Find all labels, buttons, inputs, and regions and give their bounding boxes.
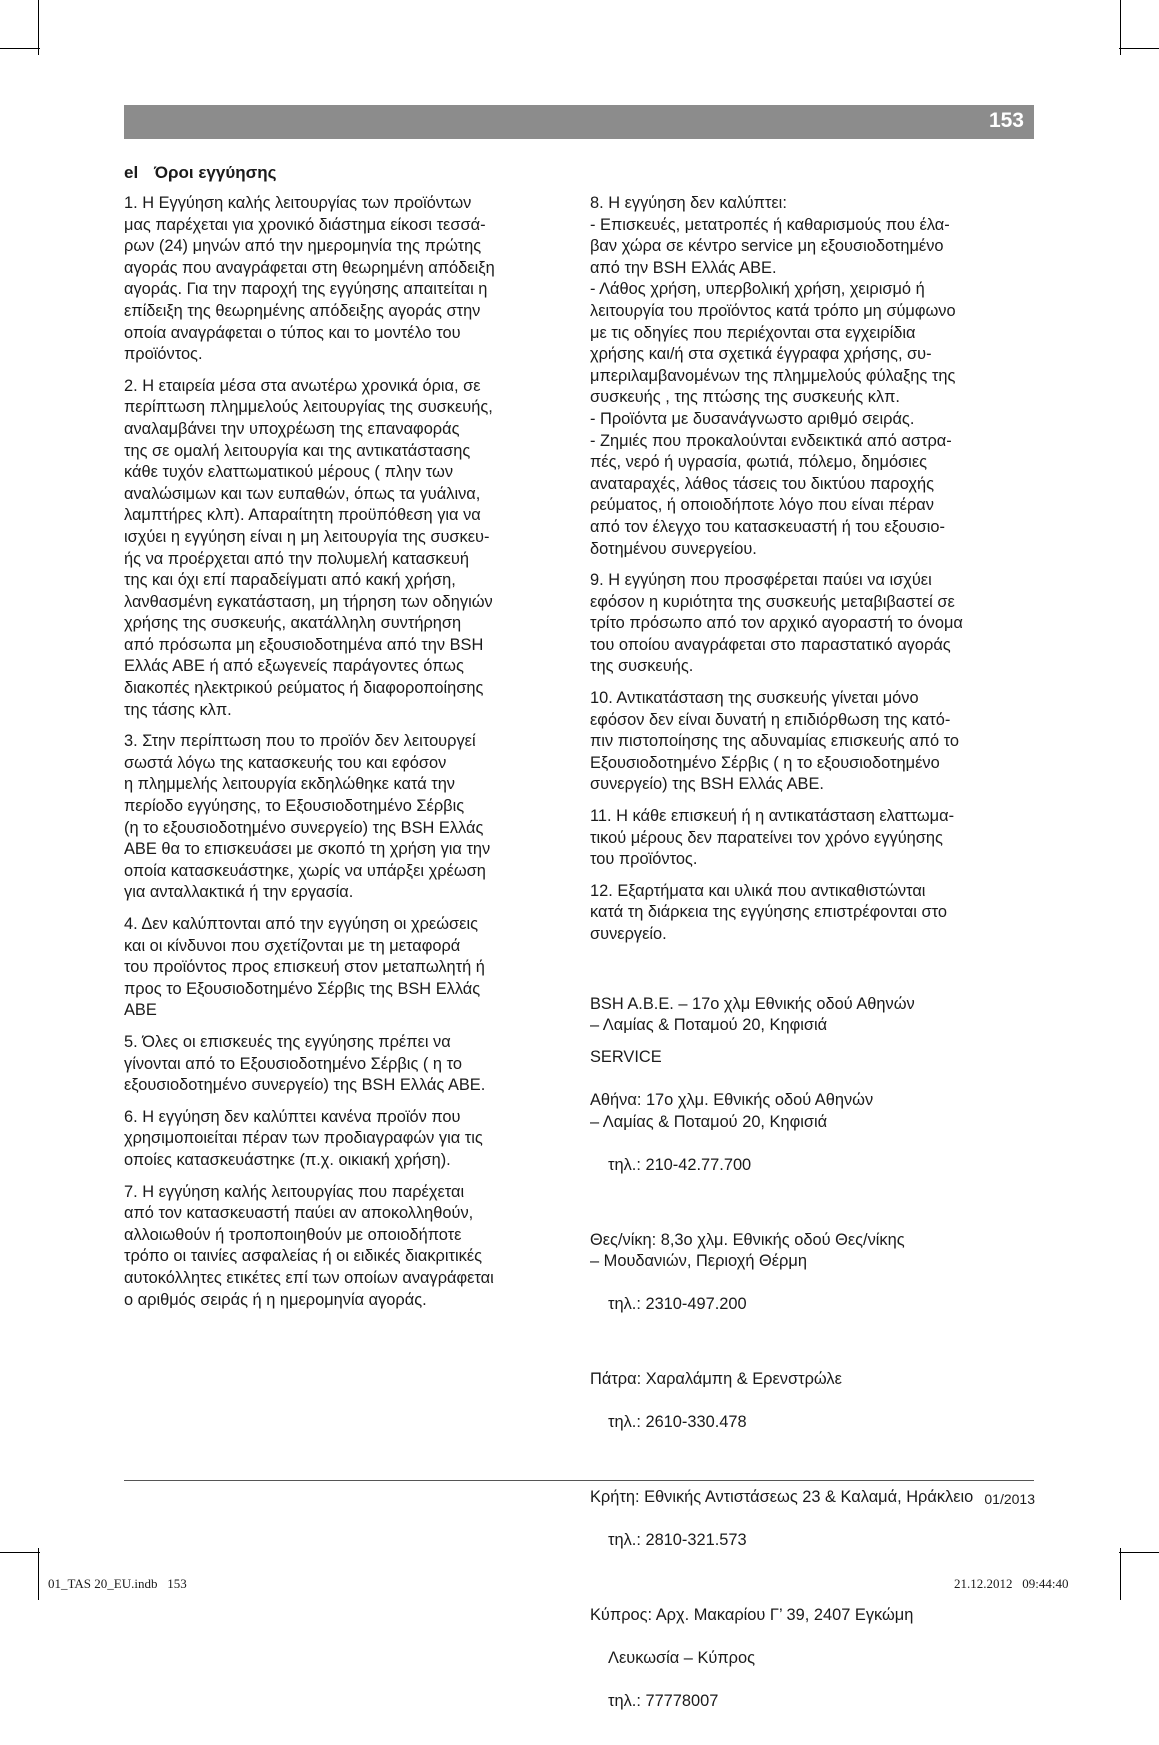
crete-address: Κρήτη: Εθνικής Αντιστάσεως 23 & Καλαμά, Ηράκλειο: [590, 1488, 974, 1507]
warranty-clause-5: 5. Όλες οι επισκευές της εγγύησης πρέπει να γίνονται από το Εξουσιοδοτημένο Σέρβις ( η το εξουσιοδοτημένο συνεργείο) της BSH Ελλάς ΑΒΕ.: [124, 1032, 486, 1095]
crop-mark: [1120, 0, 1121, 55]
warranty-clause-6: 6. Η εγγύηση δεν καλύπτει κανένα προϊόν που χρησιμοποιείται πέραν των προδιαγραφών για τις οποίες κατασκευάστηκε (π.χ. οικιακή χρήση).: [124, 1107, 483, 1169]
section-heading: [124, 163, 276, 183]
service-cyprus: [590, 1583, 1040, 1734]
thessaloniki-phone: τηλ.: 2310-497.200: [608, 1295, 747, 1314]
print-slug-timestamp: 21.12.2012 09:44:40: [954, 1576, 1069, 1591]
right-column: [590, 193, 1040, 1745]
crop-mark: [0, 1552, 40, 1553]
warranty-clause-3: 3. Στην περίπτωση που το προϊόν δεν λειτουργεί σωστά λόγω της κατασκευής του και εφόσον η πλημμελής λειτουργία εκδηλώθηκε κατά την περίοδο εγγύησης, το Εξουσιοδοτημένο Σέρβις (η το εξουσιοδοτημένο συνεργείο) της BSH Ελλάς ΑΒΕ θα το επισκευάσει με σκοπό τη χρήση για την οποία κατασκευάστηκε, χωρίς να υπάρξει χρέωση για ανταλλακτικά ή την εργασία.: [124, 732, 491, 902]
crop-mark: [38, 1548, 39, 1600]
warranty-clause-10: 10. Αντικατάσταση της συσκευής γίνεται μόνο εφόσον δεν είναι δυνατή η επιδιόρθωση της κατό- πιν πιστοποίησης της αδυναμίας επισκευής από το Εξουσιοδοτημένο Σέρβις ( η το εξουσιοδοτημένο συνεργείο) της BSH Ελλάς ΑΒΕ.: [590, 689, 960, 794]
language-code: el: [124, 163, 139, 182]
crop-mark: [38, 0, 39, 55]
service-crete: [590, 1465, 1040, 1573]
service-label: SERVICE: [590, 1047, 662, 1066]
company-address: BSH A.B.E. – 17ο χλμ Εθνικής οδού Αθηνών – Λαμίας & Ποταμού 20, Κηφισιά: [590, 994, 915, 1035]
service-athens: [590, 1068, 1040, 1198]
warranty-clause-8: 8. Η εγγύηση δεν καλύπτει: - Επισκευές, μετατροπές ή καθαρισμούς που έλα- βαν χώρα σε κέντρο service μη εξουσιοδοτημένο από την BSH Ελλάς ΑΒΕ. - Λάθος χρήση, υπερβολική χρήση, χειρισμό ή λειτουργία του προϊόντος κατά τρόπο μη σύμφωνο με τις οδηγίες που περιέχονται στα εγχειρίδια χρήσης και/ή στα σχετικά έγγραφα χρήσης, συ- μπεριλαμβανομένων της πλημμελούς φύλαξης της συσκευής , της πτώσης της συσκευής κλπ. - Προϊόντα με δυσανάγνωστο αριθμό σειράς. - Ζημιές που προκαλούνται ενδεικτικά από αστρα- πές, νερό ή υγρασία, φωτιά, πόλεμο, δημόσιες αναταραχές, λάθος τάσεις του δικτύου παροχής ρεύματος, ή οποιοδήποτε λόγο που είναι πέραν από τον έλεγχο του κατασκευαστή ή του εξουσιο- δοτημένου συνεργείου.: [590, 194, 956, 558]
warranty-clause-2: 2. Η εταιρεία μέσα στα ανωτέρω χρονικά όρια, σε περίπτωση πλημμελούς λειτουργίας της συσκευής, αναλαμβάνει την υποχρέωση της επαναφοράς της σε ομαλή λειτουργία και της αντικατάστασης κάθε τυχόν ελαττωματικού μέρους ( πλην των αναλώσιμων και των ευπαθών, όπως τα γυάλινα, λαμπτήρες κλπ). Απαραίτητη προϋπόθεση για να ισχύει η εγγύηση είναι η μη λειτουργία της συσκευ- ής να προέρχεται από την πολυμελή κατασκευή της και όχι επί παραδείγματι από κακή χρήση, λανθασμένη εγκατάσταση, μη τήρηση των οδηγιών χρήσης της συσκευής, ακατάλληλη συντήρηση από πρόσωπα μη εξουσιοδοτημένα από την BSH Ελλάς ΑΒΕ ή από εξωγενείς παράγοντες όπως διακοπές ηλεκτρικού ρεύματος ή διαφοροποίησης της τάσης κλπ.: [124, 376, 493, 719]
crop-mark: [1119, 48, 1159, 49]
section-title: Όροι εγγύησης: [154, 163, 277, 182]
crop-mark: [1119, 1552, 1159, 1553]
service-thessaloniki: [590, 1208, 1040, 1338]
warranty-clause-9: 9. Η εγγύηση που προσφέρεται παύει να ισχύει εφόσον η κυριότητα της συσκευής μεταβιβαστεί σε τρίτο πρόσωπο από τον αρχικό αγοραστή το όνομα του οποίου αναγράφεται στο παραστατικό αγοράς της συσκευής.: [590, 571, 963, 676]
warranty-clause-1: 1. Η Εγγύηση καλής λειτουργίας των προϊόντων μας παρέχεται για χρονικό διάστημα είκοσι τεσσά- ρων (24) μηνών από την ημερομηνία της πρώτης αγοράς που αναγράφεται στη θεωρημένη απόδειξη αγοράς. Για την παροχή της εγγύησης απαιτείται η επίδειξη της θεωρημένης απόδειξης αγοράς στην οποία αναγράφεται ο τύπος και το μοντέλο του προϊόντος.: [124, 194, 495, 364]
page-number: 153: [988, 109, 1024, 132]
crop-mark: [0, 48, 40, 49]
thessaloniki-address: Θες/νίκη: 8,3ο χλμ. Εθνικής οδού Θες/νίκης – Μουδανιών, Περιοχή Θέρμη: [590, 1230, 905, 1271]
header-bar: [124, 105, 1034, 139]
patra-phone: τηλ.: 2610-330.478: [608, 1413, 747, 1432]
warranty-clause-11: 11. Η κάθε επισκευή ή η αντικατάσταση ελαττωμα- τικού μέρους δεν παρατείνει τον χρόνο εγγύησης του προϊόντος.: [590, 807, 955, 869]
patra-address: Πάτρα: Χαραλάμπη & Ερενστρώλε: [590, 1370, 842, 1389]
athens-phone: τηλ.: 210-42.77.700: [608, 1155, 752, 1174]
warranty-clause-4: 4. Δεν καλύπτονται από την εγγύηση οι χρεώσεις και οι κίνδυνοι που σχετίζονται με τη μεταφορά του προϊόντος προς επισκευή στον μεταπωλητή ή προς το Εξουσιοδοτημένο Σέρβις της BSH Ελλάς ΑΒΕ: [124, 915, 485, 1020]
crete-phone: τηλ.: 2810-321.573: [608, 1531, 747, 1550]
cyprus-phone: τηλ.: 77778007: [608, 1692, 719, 1711]
warranty-clause-12: 12. Εξαρτήματα και υλικά που αντικαθιστώνται κατά τη διάρκεια της εγγύησης επιστρέφονται στο συνεργείο.: [590, 881, 947, 943]
footer-date: 01/2013: [984, 1491, 1035, 1507]
cyprus-city: Λευκωσία – Κύπρος: [608, 1649, 756, 1668]
footer-rule: [124, 1480, 1034, 1481]
athens-address: Αθήνα: 17ο χλμ. Εθνικής οδού Αθηνών – Λαμίας & Ποταμού 20, Κηφισιά: [590, 1090, 874, 1131]
service-patra: [590, 1348, 1040, 1456]
left-column: [124, 193, 574, 1321]
crop-mark: [1120, 1548, 1121, 1600]
print-slug-file: 01_TAS 20_EU.indb 153: [48, 1576, 187, 1591]
warranty-clause-7: 7. Η εγγύηση καλής λειτουργίας που παρέχεται από τον κατασκευαστή παύει αν αποκολληθούν, αλλοιωθούν ή τροποποιηθούν με οποιοδήποτε τρόπο οι ταινίες ασφαλείας ή οι ειδικές διακριτικές αυτοκόλλητες ετικέτες επί των οποίων αναγράφεται ο αριθμός σειράς ή η ημερομηνία αγοράς.: [124, 1182, 494, 1309]
cyprus-address: Κύπρος: Αρχ. Μακαρίου Γ’ 39, 2407 Εγκώμη: [590, 1606, 914, 1625]
